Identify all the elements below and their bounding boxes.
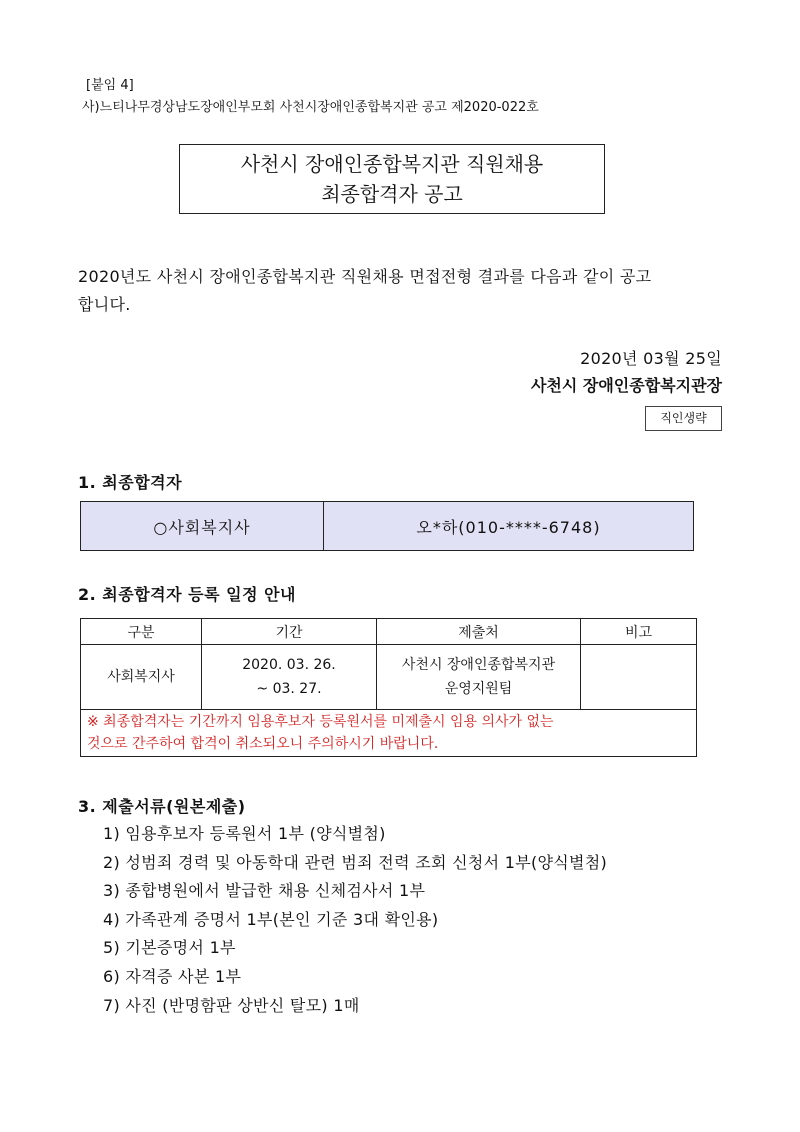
notice-number: 사)느티나무경상남도장애인부모회 사천시장애인종합복지관 공고 제2020-022호: [82, 100, 539, 115]
period-start: 2020. 03. 26.: [242, 657, 336, 673]
required-documents-list: [103, 820, 607, 1020]
list-item: 5) 기본증명서 1부: [103, 938, 236, 958]
list-item: 4) 가족관계 증명서 1부(본인 기준 3대 확인용): [103, 909, 439, 929]
category-cell: 사회복지사: [81, 645, 202, 710]
place-line-2: 운영지원팀: [444, 681, 513, 697]
table-row: [81, 645, 697, 710]
intro-line-1: 2020년도 사천시 장애인종합복지관 직원채용 면접전형 결과를 다음과 같이 공고: [78, 267, 652, 286]
period-end: ~ 03. 27.: [256, 681, 322, 697]
document-title: [179, 144, 605, 214]
list-item: 1) 임용후보자 등록원서 1부 (양식별첨): [103, 824, 386, 843]
issuer-name: 사천시 장애인종합복지관장: [530, 376, 722, 395]
column-header: 제출처: [377, 619, 581, 645]
period-cell: [202, 645, 377, 710]
title-line-1: 사천시 장애인종합복지관 직원채용: [240, 152, 544, 176]
position-cell: ○사회복지사: [81, 502, 324, 550]
column-header: 구분: [81, 619, 202, 645]
warning-note-cell: [81, 710, 697, 757]
seal-omitted-stamp: 직인생략: [645, 406, 722, 431]
remark-cell: [581, 645, 697, 710]
place-line-1: 사천시 장애인종합복지관: [401, 657, 556, 673]
attachment-label: [붙임 4]: [86, 78, 134, 93]
list-item: 3) 종합병원에서 발급한 채용 신체검사서 1부: [103, 881, 426, 901]
warning-note-row: [81, 710, 697, 757]
table-header-row: [81, 619, 697, 645]
column-header: 비고: [581, 619, 697, 645]
list-item: 7) 사진 (반명함판 상반신 탈모) 1매: [103, 995, 360, 1015]
candidate-cell: 오*하(010-****-6748): [416, 517, 601, 537]
registration-schedule-table: [80, 618, 697, 757]
section-2-heading: 2. 최종합격자 등록 일정 안내: [78, 585, 297, 604]
intro-line-2: 합니다.: [78, 295, 131, 314]
submission-place-cell: [377, 645, 581, 710]
section-1-heading: 1. 최종합격자: [78, 473, 183, 492]
list-item: 6) 자격증 사본 1부: [103, 966, 242, 986]
title-line-2: 최종합격자 공고: [321, 182, 463, 206]
warning-note-line-2: 것으로 간주하여 합격이 취소되오니 주의하시기 바랍니다.: [87, 736, 439, 752]
section-3-heading: 3. 제출서류(원본제출): [78, 797, 246, 816]
list-item: 2) 성범죄 경력 및 아동학대 관련 범죄 전력 조회 신청서 1부(양식별첨): [103, 852, 608, 872]
notice-date: 2020년 03월 25일: [580, 349, 722, 368]
column-header: 기간: [202, 619, 377, 645]
final-candidate-table: [80, 501, 694, 551]
warning-note-line-1: ※ 최종합격자는 기간까지 임용후보자 등록원서를 미제출시 임용 의사가 없는: [87, 714, 554, 730]
